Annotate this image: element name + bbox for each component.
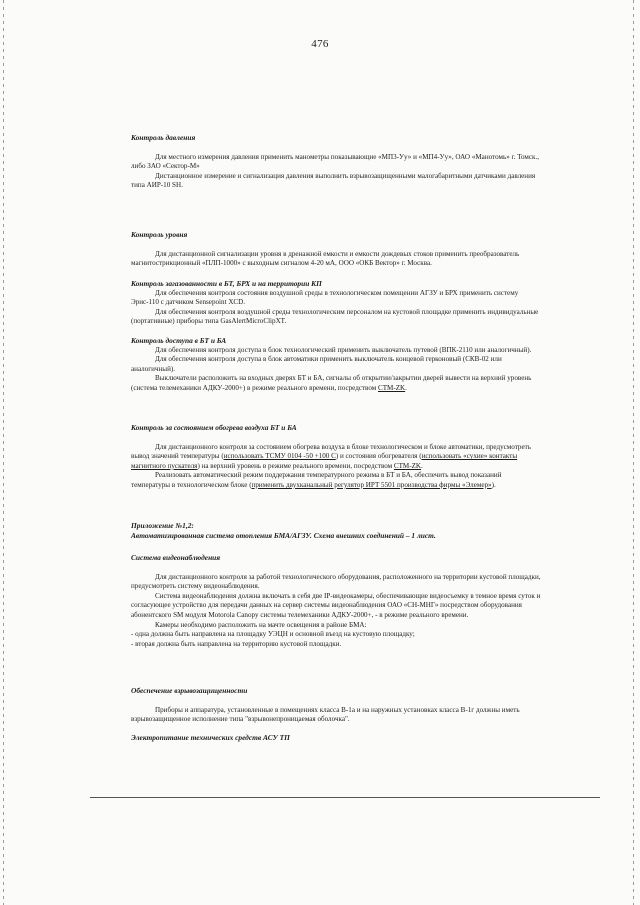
paragraph: Для обеспечения контроля состояния воздушной среды в технологическом помещении АГЗУ и БРХ применить систему Эрис-110 с датчиком Sensepoint XCD. [131,288,519,307]
underlined-ref: использовать «сухие» контакты магнитного пускателя [131,452,518,470]
paragraph: Выключатели расположить на входных дверях БТ и БА, сигналы об открытии/закрытии дверей вывести на верхний уровень (система телемеханики АДКУ-2000+) в режиме реального времени, посредством СТМ-ZK. [131,374,532,392]
paragraph: Реализовать автоматический режим поддержания температурного режима в БТ и БА, обеспечить вывод показаний температуры в технологическом блоке (применить двухканальный регулятор ИРТ 5501 производства фирмы «Элемер»). [131,471,502,489]
appendix-line: Автоматизированная система отопления БМА/АГЗУ. Схема внешних соединений – 1 лист. [131,530,436,540]
heading-gas: Контроль загазованности в БТ, БРХ и на территории КП [131,279,322,288]
paragraph: Система видеонаблюдения должна включать в себя две IP-видеокамеры, обеспечивающие видеосъемку в темное время суток и согласующее устройство для передачи данных на сервер системы видеонаблюдения ОАО «СН-МНГ» посредством оборудования абонентского SM модуля Motorola Canopy системы телемеханики АДКУ-2000+, - в режиме реального времени. [131,591,541,619]
paragraph: Дистанционное измерение и сигнализация давления выполнить взрывозащищенными малогабаритными датчиками давления типа АИР-10 SH. [131,171,536,190]
paragraph: Для обеспечения контроля воздушной среды технологическим персоналом на кустовой площадке применить индивидуальные (портативные) приборы типа GasAlertMicroClipXT. [131,307,539,326]
paragraph: Для местного измерения давления применить манометры показывающие «МП3-Уу» и «МП4-Уу», ОАО «Манотомь» г. Томск., либо ЗАО «Сектор-М» [131,152,540,171]
list-item: - одна должна быть направлена на площадку УЭЦН и основной въезд на кустовую площадку; [131,630,415,639]
heading-power: Электропитание технических средств АСУ ТП [131,733,290,742]
paragraph: Для дистанционного контроля за работой технологического оборудования, расположенного на территории кустовой площадки, предусмотреть систему видеонаблюдения. [131,572,541,591]
paragraph: Для дистанционной сигнализации уровня в дренажной емкости и емкости дождевых стоков применить преобразователь магнитострикционный «ПЛП-1000» с выходным сигналом 4-20 мА, ООО «ОКБ Вектор» г. Москва. [131,249,520,268]
section-heating [131,423,541,491]
heading-explosion: Обеспечение взрывозащищенности [131,686,248,695]
paragraph: Для обеспечения контроля доступа в блок автоматики применить выключатель концевой герконовый (СКВ-02 или аналогичный). [131,355,502,373]
underlined-ref: использовать ТСМУ 0104 -50 +100 С [223,452,336,461]
heading-appendix: Приложение №1,2: [131,521,194,530]
heading-pressure: Контроль давления [131,133,196,142]
heading-video: Система видеонаблюдения [131,553,221,562]
section-explosion [131,686,541,725]
heading-level: Контроль уровня [131,230,188,239]
heading-access: Контроль доступа в БТ и БА [131,336,227,345]
scan-edge-left [3,0,4,905]
section-access [131,336,541,394]
paragraph: Приборы и аппаратура, установленные в помещениях класса В-1а и на наружных установках класса В-1г должны иметь взрывозащищенное исполнение типа "взрывонепроницаемая оболочка". [131,705,520,724]
section-level [131,230,541,269]
list-item: - вторая должна быть направлена на территорию кустовой площадки. [131,639,342,648]
section-gas [131,279,541,327]
scan-edge-right [633,0,634,905]
paragraph: Камеры необходимо расположить на мачте освещения в районе БМА: [155,620,367,629]
page-number: 476 [311,38,329,50]
underlined-ref: СТМ-ZK [378,383,406,392]
paragraph: Для обеспечения контроля доступа в блок технологический применить выключатель путевой (ВПК-2110 или аналогичный). [155,345,532,354]
section-power [131,733,541,743]
paragraph: Для дистанционного контроля за состоянием обогрева воздуха в блоке технологическом и блоке автоматики, предусмотреть вывод значений температуры (использовать ТСМУ 0104 -50 +100 С) и состояния обогревателя (использовать «сухие» контакты магнитного пускателя) на верхний уровень в режиме реального времени, посредством СТМ-ZK. [131,442,531,470]
underlined-ref: применить двухканальный регулятор ИРТ 5501 производства фирмы «Элемер» [251,480,492,489]
footer-rule [90,797,600,798]
underlined-ref: СТМ-ZK [393,461,422,470]
section-video [131,553,541,649]
section-appendix [131,521,541,540]
section-pressure [131,133,541,191]
heading-heating: Контроль за состоянием обогрева воздуха БТ и БА [131,423,297,432]
